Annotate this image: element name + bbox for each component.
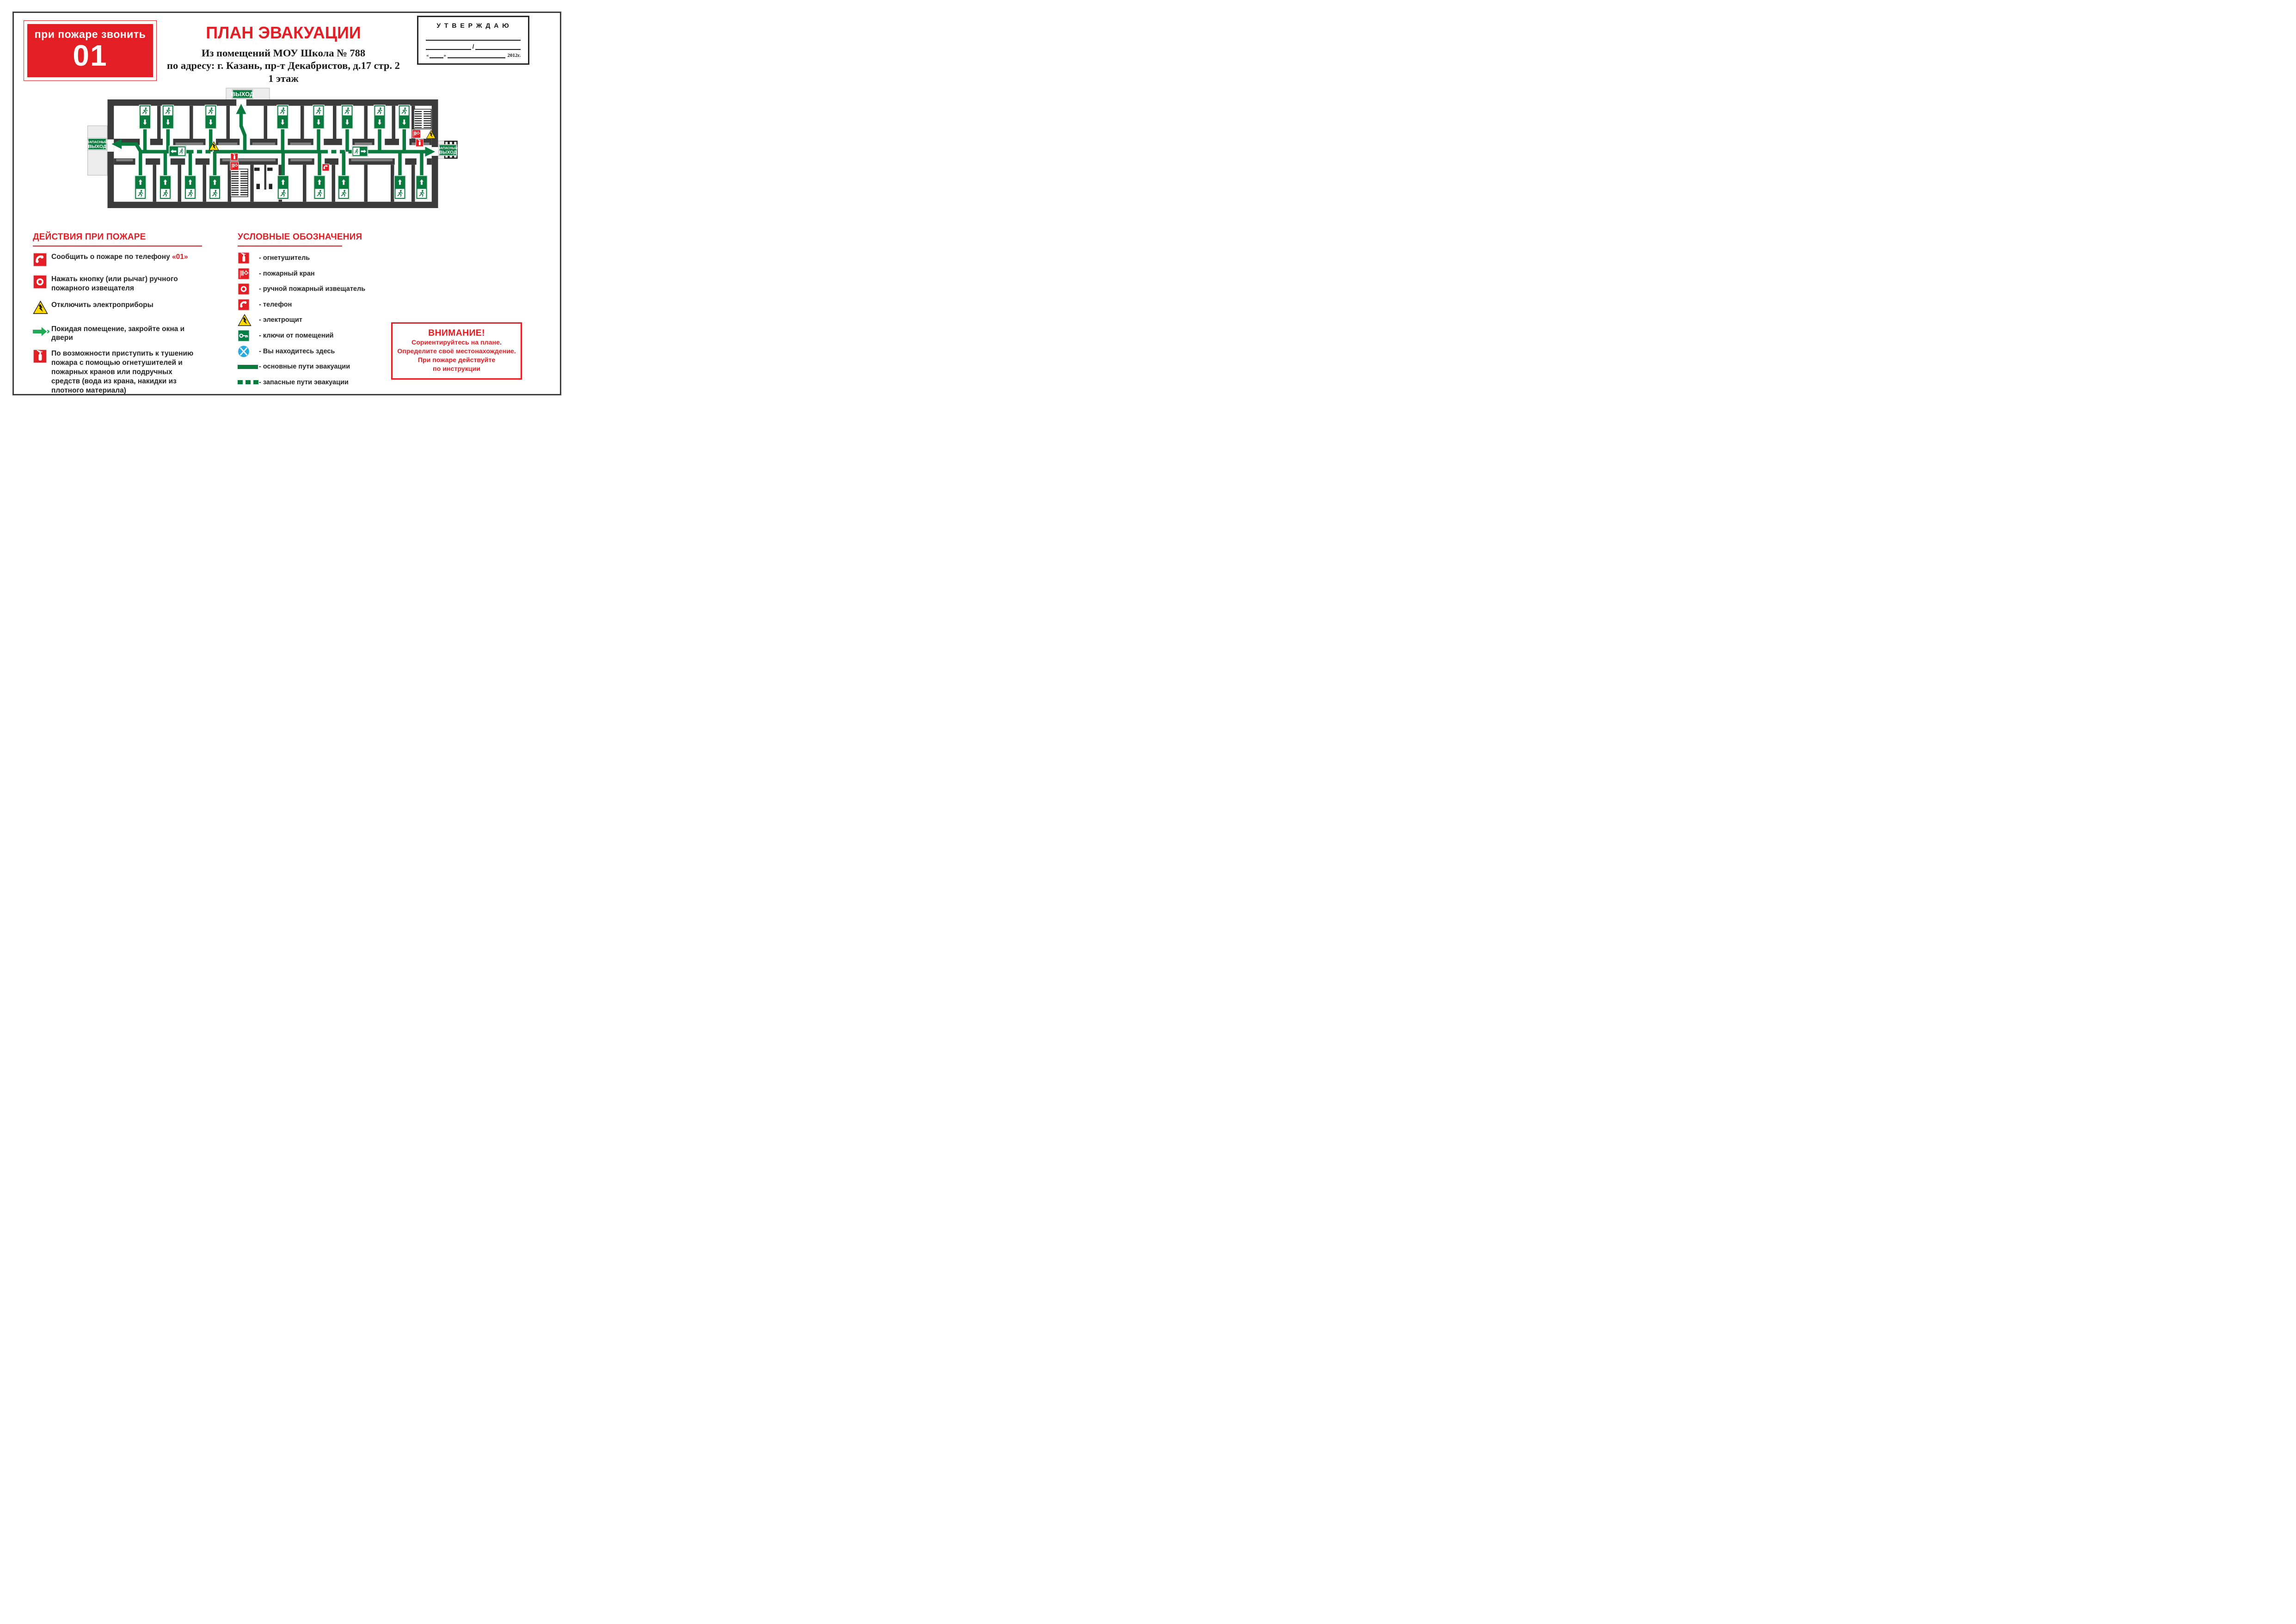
action-text-main: Сообщить о пожаре по телефону [51, 253, 172, 261]
action-text: По возможности приступить к тушению пожара с помощью огнетушителей и пожарных кранов или подручных средств (вода из крана, накидки из плотного материала) [51, 350, 194, 394]
action-text [51, 252, 198, 262]
signature-line2 [475, 42, 521, 50]
legend-item [238, 376, 381, 388]
floor-plan [81, 83, 469, 213]
emergency-exit-line2: ВЫХОД [88, 144, 107, 149]
fire-call-box [24, 20, 157, 81]
phone-icon [238, 299, 259, 311]
legend-label: - ручной пожарный извещатель [259, 285, 366, 293]
legend-item [238, 252, 381, 264]
main-exit-sign [231, 89, 254, 98]
slash: / [472, 43, 474, 50]
fire-hose-icon [238, 268, 259, 280]
backup-route-line [238, 380, 259, 384]
date-row [426, 51, 521, 58]
page-title: ПЛАН ЭВАКУАЦИИ [206, 23, 361, 42]
legend-item [238, 330, 381, 342]
action-text: Нажать кнопку (или рычаг) ручного пожарного извещателя [51, 275, 178, 292]
legend-label: - электрощит [259, 316, 302, 324]
action-item [33, 252, 209, 269]
phone-icon [33, 252, 47, 269]
subtitle-floor: 1 этаж [268, 72, 299, 84]
attention-line: При пожаре действуйте [417, 356, 496, 364]
year-label: 2012г. [507, 53, 521, 58]
legend-item [238, 314, 381, 326]
legend-label: - ключи от помещений [259, 332, 334, 339]
legend-title: УСЛОВНЫЕ ОБОЗНАЧЕНИЯ [238, 232, 362, 242]
action-text-highlight: «01» [172, 253, 188, 261]
name-signature-row [426, 42, 521, 50]
fire-call-box-inner [27, 24, 153, 77]
corridor-sign-left [169, 146, 186, 157]
fire-hose-icon [412, 130, 421, 138]
fire-call-number: 01 [73, 39, 108, 72]
stairs-right [414, 109, 431, 129]
signature-line [426, 33, 521, 41]
fire-extinguisher-icon [238, 252, 259, 264]
corridor-sign-right [352, 146, 368, 157]
manual-call-point-icon [33, 275, 47, 291]
month-line [448, 51, 505, 58]
manual-call-point-icon [238, 283, 259, 295]
approval-title: У Т В Е Р Ж Д А Ю [436, 22, 510, 29]
approval-box [417, 16, 529, 65]
attention-line: Определите своё местонахождение. [397, 347, 516, 355]
fire-hose-icon [230, 162, 239, 170]
green-arrow-icon [33, 326, 47, 339]
subtitle-address: по адресу: г. Казань, пр-т Декабристов, д.17 стр. 2 [167, 60, 400, 72]
legend-item [238, 268, 381, 280]
main-route-line [238, 365, 259, 369]
legend-label: - телефон [259, 301, 292, 308]
legend-item [238, 283, 381, 295]
action-text: Покидая помещение, закройте окна и двери [51, 325, 185, 342]
attention-line: Сориентируйтесь на плане. [411, 339, 502, 346]
quote-open: « [426, 53, 429, 58]
electric-hazard-icon [33, 301, 47, 317]
legend-item [238, 345, 381, 357]
name-line [426, 42, 471, 50]
action-item [33, 301, 209, 317]
stairs-left [231, 169, 248, 197]
action-item [33, 275, 209, 293]
fire-extinguisher-icon [231, 153, 238, 160]
fire-extinguisher-icon [416, 139, 423, 147]
quote-close: » [443, 53, 446, 58]
emergency-exit-line1: ЗАПАСНЫЙ [438, 147, 458, 150]
building-walls [108, 99, 438, 208]
evacuation-plan-poster [0, 0, 574, 406]
emergency-exit-line1: ЗАПАСНЫЙ [87, 140, 108, 144]
keys-icon [238, 330, 259, 342]
fire-extinguisher-icon [33, 349, 47, 366]
legend-item [238, 361, 381, 373]
electric-hazard-icon [238, 314, 259, 326]
day-line [430, 51, 443, 58]
left-exit-vestibule [88, 126, 108, 175]
legend-section [238, 232, 381, 388]
fire-call-text: при пожаре звонить [34, 28, 146, 40]
legend-item [238, 299, 381, 311]
legend-label: - Вы находитесь здесь [259, 347, 335, 355]
action-text: Отключить электроприборы [51, 301, 153, 309]
main-exit-label: ВЫХОД [231, 91, 254, 98]
left-emergency-exit-sign [87, 138, 107, 150]
attention-line: по инструкции [433, 365, 480, 373]
title-block [153, 23, 414, 85]
legend-label: - основные пути эвакуации [259, 363, 350, 371]
legend-label: - пожарный кран [259, 270, 315, 277]
actions-title: ДЕЙСТВИЯ ПРИ ПОЖАРЕ [33, 232, 146, 242]
legend-label: - запасные пути эвакуации [259, 378, 349, 386]
legend-label: - огнетушитель [259, 254, 310, 262]
attention-box [391, 322, 522, 380]
right-emergency-exit-sign [438, 144, 457, 156]
action-item [33, 349, 209, 395]
phone-icon [322, 164, 329, 171]
actions-section [33, 232, 209, 395]
subtitle-building: Из помещений МОУ Школа № 788 [201, 47, 366, 59]
emergency-exit-line2: ВЫХОД [439, 150, 457, 155]
you-are-here-icon [238, 345, 259, 357]
attention-title: ВНИМАНИЕ! [428, 328, 485, 338]
action-item [33, 325, 209, 343]
